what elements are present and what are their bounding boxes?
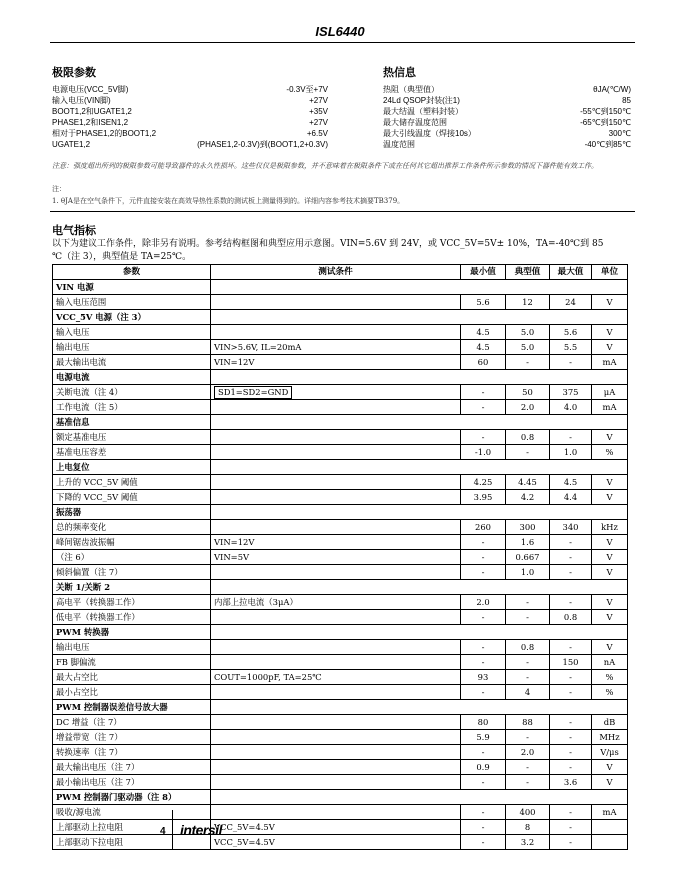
unit-cell: kHz bbox=[592, 520, 628, 535]
row-value: -55℃到150℃ bbox=[580, 107, 631, 116]
condition-cell bbox=[211, 775, 461, 790]
section-filler bbox=[211, 370, 628, 385]
condition-cell bbox=[211, 715, 461, 730]
min-cell: 4.25 bbox=[461, 475, 506, 490]
document-title: ISL6440 bbox=[315, 24, 365, 39]
typ-cell: 2.0 bbox=[506, 745, 550, 760]
typ-cell: - bbox=[506, 445, 550, 460]
typ-cell: - bbox=[506, 775, 550, 790]
thermal-title: 热信息 bbox=[383, 66, 416, 79]
unit-cell: mA bbox=[592, 400, 628, 415]
section-filler bbox=[211, 790, 628, 805]
unit-cell: V bbox=[592, 595, 628, 610]
header-rule bbox=[50, 42, 635, 43]
unit-cell: % bbox=[592, 685, 628, 700]
condition-cell bbox=[211, 385, 461, 400]
condition-cell bbox=[211, 520, 461, 535]
col-header-min: 最小值 bbox=[461, 265, 506, 280]
typ-cell: - bbox=[506, 760, 550, 775]
unit-cell: % bbox=[592, 670, 628, 685]
typ-cell: 0.667 bbox=[506, 550, 550, 565]
min-cell: - bbox=[461, 550, 506, 565]
param-cell: 工作电流（注 5） bbox=[53, 400, 211, 415]
typ-cell: 4 bbox=[506, 685, 550, 700]
table-row bbox=[53, 535, 628, 550]
unit-cell: mA bbox=[592, 355, 628, 370]
condition-cell bbox=[211, 655, 461, 670]
unit-cell: V bbox=[592, 610, 628, 625]
abs-max-row bbox=[52, 139, 328, 150]
section-filler bbox=[211, 460, 628, 475]
typ-cell: - bbox=[506, 355, 550, 370]
thermal-row bbox=[383, 139, 631, 150]
unit-cell: mA bbox=[592, 805, 628, 820]
typ-cell: 5.0 bbox=[506, 325, 550, 340]
section-filler bbox=[211, 310, 628, 325]
condition-cell bbox=[211, 610, 461, 625]
table-row bbox=[53, 295, 628, 310]
row-label: 热阻（典型值） bbox=[383, 85, 439, 94]
param-cell: （注 6） bbox=[53, 550, 211, 565]
abs-max-title: 极限参数 bbox=[52, 66, 96, 79]
condition-cell: 内部上拉电流（3μA） bbox=[211, 595, 461, 610]
param-cell: FB 脚偏流 bbox=[53, 655, 211, 670]
section-label: PWM 控制器门驱动器（注 8） bbox=[53, 790, 211, 805]
table-row bbox=[53, 490, 628, 505]
table-row bbox=[53, 775, 628, 790]
table-row bbox=[53, 670, 628, 685]
table-row bbox=[53, 805, 628, 820]
max-cell: - bbox=[550, 430, 592, 445]
min-cell: - bbox=[461, 385, 506, 400]
param-cell: 输入电压范围 bbox=[53, 295, 211, 310]
max-cell: - bbox=[550, 595, 592, 610]
row-label: 24Ld QSOP封装(注1) bbox=[383, 96, 460, 105]
unit-cell: dB bbox=[592, 715, 628, 730]
condition-cell bbox=[211, 805, 461, 820]
table-row bbox=[53, 820, 628, 835]
section-filler bbox=[211, 505, 628, 520]
unit-cell: V bbox=[592, 640, 628, 655]
section-filler bbox=[211, 280, 628, 295]
abs-max-list bbox=[52, 84, 328, 150]
table-row bbox=[53, 745, 628, 760]
condition-cell bbox=[211, 430, 461, 445]
condition-cell bbox=[211, 325, 461, 340]
param-cell: 输出电压 bbox=[53, 340, 211, 355]
max-cell: - bbox=[550, 355, 592, 370]
max-cell: - bbox=[550, 730, 592, 745]
condition-cell: VIN=12V bbox=[211, 535, 461, 550]
max-cell: - bbox=[550, 760, 592, 775]
section-row bbox=[53, 415, 628, 430]
typ-cell: - bbox=[506, 670, 550, 685]
unit-cell: V bbox=[592, 565, 628, 580]
typ-cell: 1.6 bbox=[506, 535, 550, 550]
row-label: 输入电压(VIN脚) bbox=[52, 96, 111, 105]
max-cell: 4.4 bbox=[550, 490, 592, 505]
param-cell: 增益带宽（注 7） bbox=[53, 730, 211, 745]
param-cell: 输入电压 bbox=[53, 325, 211, 340]
section-label: 基准信息 bbox=[53, 415, 211, 430]
min-cell: 80 bbox=[461, 715, 506, 730]
typ-cell: 0.8 bbox=[506, 640, 550, 655]
unit-cell: V bbox=[592, 760, 628, 775]
abs-max-row bbox=[52, 84, 328, 95]
condition-cell bbox=[211, 475, 461, 490]
table-row bbox=[53, 565, 628, 580]
typ-cell: 12 bbox=[506, 295, 550, 310]
param-cell: 转换速率（注 7） bbox=[53, 745, 211, 760]
typ-cell: 5.0 bbox=[506, 340, 550, 355]
table-row bbox=[53, 715, 628, 730]
table-row bbox=[53, 595, 628, 610]
section-row bbox=[53, 790, 628, 805]
unit-cell: MHz bbox=[592, 730, 628, 745]
table-row bbox=[53, 400, 628, 415]
unit-cell: V/μs bbox=[592, 745, 628, 760]
section-label: PWM 控制器误差信号放大器 bbox=[53, 700, 211, 715]
condition-cell: VIN>5.6V, IL=20mA bbox=[211, 340, 461, 355]
max-cell: - bbox=[550, 550, 592, 565]
section-row bbox=[53, 505, 628, 520]
param-cell: 关断电流（注 4） bbox=[53, 385, 211, 400]
max-cell: - bbox=[550, 835, 592, 850]
condition-cell bbox=[211, 445, 461, 460]
typ-cell: 3.2 bbox=[506, 835, 550, 850]
param-cell: 输出电压 bbox=[53, 640, 211, 655]
table-row bbox=[53, 760, 628, 775]
param-cell: 下降的 VCC_5V 阈值 bbox=[53, 490, 211, 505]
thermal-row bbox=[383, 106, 631, 117]
section-label: 关断 1/关断 2 bbox=[53, 580, 211, 595]
unit-cell: V bbox=[592, 490, 628, 505]
param-cell: 最大输出电流 bbox=[53, 355, 211, 370]
typ-cell: 300 bbox=[506, 520, 550, 535]
table-row bbox=[53, 835, 628, 850]
section-filler bbox=[211, 700, 628, 715]
row-value: +27V bbox=[309, 96, 328, 105]
thermal-list bbox=[383, 84, 631, 150]
notes-label: 注： bbox=[52, 185, 66, 193]
row-label: PHASE1,2和ISEN1,2 bbox=[52, 118, 129, 127]
unit-cell: V bbox=[592, 535, 628, 550]
condition-cell: VIN=12V bbox=[211, 355, 461, 370]
min-cell: - bbox=[461, 775, 506, 790]
section-filler bbox=[211, 625, 628, 640]
min-cell: - bbox=[461, 745, 506, 760]
section-row bbox=[53, 280, 628, 295]
section-label: 振荡器 bbox=[53, 505, 211, 520]
row-value: -0.3V至+7V bbox=[286, 85, 328, 94]
condition-cell: VIN=5V bbox=[211, 550, 461, 565]
min-cell: 2.0 bbox=[461, 595, 506, 610]
row-label: 最大储存温度范围 bbox=[383, 118, 447, 127]
table-row bbox=[53, 520, 628, 535]
table-row bbox=[53, 385, 628, 400]
condition-cell bbox=[211, 565, 461, 580]
max-cell: 375 bbox=[550, 385, 592, 400]
max-cell: 150 bbox=[550, 655, 592, 670]
min-cell: - bbox=[461, 535, 506, 550]
footer-divider bbox=[172, 810, 173, 850]
param-cell: 峰间锯齿波振幅 bbox=[53, 535, 211, 550]
section-row bbox=[53, 460, 628, 475]
max-cell: - bbox=[550, 535, 592, 550]
row-label: 相对于PHASE1,2的BOOT1,2 bbox=[52, 129, 157, 138]
param-cell: 最小输出电压（注 7） bbox=[53, 775, 211, 790]
param-cell: 最小占空比 bbox=[53, 685, 211, 700]
min-cell: - bbox=[461, 430, 506, 445]
condition-cell bbox=[211, 730, 461, 745]
row-label: 最大结温（塑料封装） bbox=[383, 107, 463, 116]
typ-cell: 50 bbox=[506, 385, 550, 400]
row-value: -65℃到150℃ bbox=[580, 118, 631, 127]
max-cell: 340 bbox=[550, 520, 592, 535]
unit-cell: V bbox=[592, 775, 628, 790]
max-cell: - bbox=[550, 640, 592, 655]
unit-cell bbox=[592, 835, 628, 850]
section-row bbox=[53, 700, 628, 715]
row-value: 300℃ bbox=[608, 129, 631, 138]
electrical-title: 电气指标 bbox=[52, 224, 96, 237]
section-row bbox=[53, 370, 628, 385]
min-cell: - bbox=[461, 400, 506, 415]
param-cell: DC 增益（注 7） bbox=[53, 715, 211, 730]
intro-line-2: ℃（注 3），典型值是 TA=25℃。 bbox=[52, 252, 192, 262]
section-row bbox=[53, 310, 628, 325]
thermal-row bbox=[383, 128, 631, 139]
unit-cell: V bbox=[592, 475, 628, 490]
table-row bbox=[53, 730, 628, 745]
min-cell: -1.0 bbox=[461, 445, 506, 460]
param-cell: 高电平（转换器工作） bbox=[53, 595, 211, 610]
max-cell: - bbox=[550, 565, 592, 580]
max-cell: - bbox=[550, 745, 592, 760]
unit-cell bbox=[592, 820, 628, 835]
col-header-max: 最大值 bbox=[550, 265, 592, 280]
param-cell: 倾斜偏置（注 7） bbox=[53, 565, 211, 580]
table-row bbox=[53, 430, 628, 445]
max-cell: - bbox=[550, 715, 592, 730]
max-cell: 5.6 bbox=[550, 325, 592, 340]
table-row bbox=[53, 340, 628, 355]
section-filler bbox=[211, 415, 628, 430]
section-filler bbox=[211, 580, 628, 595]
max-cell: - bbox=[550, 820, 592, 835]
unit-cell: μA bbox=[592, 385, 628, 400]
param-cell: 上升的 VCC_5V 阈值 bbox=[53, 475, 211, 490]
unit-cell: V bbox=[592, 550, 628, 565]
row-label: 温度范围 bbox=[383, 140, 415, 149]
row-label: 电源电压(VCC_5V脚) bbox=[52, 85, 129, 94]
min-cell: - bbox=[461, 640, 506, 655]
row-value: +6.5V bbox=[306, 129, 328, 138]
section-label: VIN 电源 bbox=[53, 280, 211, 295]
min-cell: 0.9 bbox=[461, 760, 506, 775]
param-cell: 吸收/源电流 bbox=[53, 805, 211, 820]
typ-cell: 2.0 bbox=[506, 400, 550, 415]
row-value: (PHASE1,2-0.3V)到(BOOT1,2+0.3V) bbox=[197, 140, 328, 149]
max-cell: 0.8 bbox=[550, 610, 592, 625]
max-cell: - bbox=[550, 805, 592, 820]
section-label: 电源电流 bbox=[53, 370, 211, 385]
typ-cell: 0.8 bbox=[506, 430, 550, 445]
table-row bbox=[53, 325, 628, 340]
param-cell: 基准电压容差 bbox=[53, 445, 211, 460]
typ-cell: 88 bbox=[506, 715, 550, 730]
unit-cell: V bbox=[592, 430, 628, 445]
param-cell: 总的频率变化 bbox=[53, 520, 211, 535]
condition-cell: VCC_5V=4.5V bbox=[211, 835, 461, 850]
electrical-spec-table bbox=[52, 264, 628, 850]
col-header-typ: 典型值 bbox=[506, 265, 550, 280]
typ-cell: - bbox=[506, 730, 550, 745]
row-label: UGATE1,2 bbox=[52, 140, 91, 149]
min-cell: 5.9 bbox=[461, 730, 506, 745]
section-label: 上电复位 bbox=[53, 460, 211, 475]
typ-cell: 8 bbox=[506, 820, 550, 835]
condition-cell bbox=[211, 295, 461, 310]
page-number: 4 bbox=[160, 826, 166, 837]
param-cell: 上部驱动上拉电阻 bbox=[53, 820, 211, 835]
typ-cell: 1.0 bbox=[506, 565, 550, 580]
table-row bbox=[53, 610, 628, 625]
note-1: 1. θJA是在空气条件下，元件直接安装在高效导热性系数的测试板上测量得到的。详细内容参考技术摘要TB379。 bbox=[52, 197, 405, 205]
condition-cell bbox=[211, 640, 461, 655]
max-cell: 24 bbox=[550, 295, 592, 310]
row-value: θJA(℃/W) bbox=[593, 85, 631, 94]
table-row bbox=[53, 655, 628, 670]
max-cell: 4.0 bbox=[550, 400, 592, 415]
table-row bbox=[53, 475, 628, 490]
min-cell: 4.5 bbox=[461, 325, 506, 340]
thermal-row bbox=[383, 84, 631, 95]
unit-cell: V bbox=[592, 340, 628, 355]
condition-cell: VCC_5V=4.5V bbox=[211, 820, 461, 835]
col-header-unit: 单位 bbox=[592, 265, 628, 280]
min-cell: 4.5 bbox=[461, 340, 506, 355]
notes-rule bbox=[50, 211, 635, 212]
typ-cell: - bbox=[506, 595, 550, 610]
min-cell: - bbox=[461, 685, 506, 700]
max-cell: 1.0 bbox=[550, 445, 592, 460]
table-row bbox=[53, 355, 628, 370]
caution-note: 注意：强度超出所列的极限参数可能导致器件的永久性损坏。这些仅仅是极限参数，并不意味着在极限条件下或在任何其它超出推荐工作条件所示参数的情况下器件能有效工作。 bbox=[52, 162, 598, 170]
param-cell: 低电平（转换器工作） bbox=[53, 610, 211, 625]
max-cell: 4.5 bbox=[550, 475, 592, 490]
min-cell: - bbox=[461, 835, 506, 850]
abs-max-row bbox=[52, 117, 328, 128]
row-value: -40℃到85℃ bbox=[584, 140, 631, 149]
shutdown-condition: SD1=SD2=GND bbox=[214, 386, 292, 399]
min-cell: 260 bbox=[461, 520, 506, 535]
min-cell: - bbox=[461, 820, 506, 835]
section-row bbox=[53, 580, 628, 595]
condition-cell bbox=[211, 685, 461, 700]
unit-cell: V bbox=[592, 295, 628, 310]
row-value: 85 bbox=[622, 96, 631, 105]
max-cell: - bbox=[550, 685, 592, 700]
max-cell: - bbox=[550, 670, 592, 685]
abs-max-row bbox=[52, 95, 328, 106]
condition-cell bbox=[211, 760, 461, 775]
row-label: BOOT1,2和UGATE1,2 bbox=[52, 107, 132, 116]
condition-cell bbox=[211, 490, 461, 505]
min-cell: - bbox=[461, 565, 506, 580]
typ-cell: - bbox=[506, 655, 550, 670]
thermal-row bbox=[383, 95, 631, 106]
max-cell: 5.5 bbox=[550, 340, 592, 355]
param-cell: 最大占空比 bbox=[53, 670, 211, 685]
abs-max-row bbox=[52, 106, 328, 117]
intro-line-1: 以下为建议工作条件，除非另有说明。参考结构框图和典型应用示意图。VIN=5.6V 到 24V，或 VCC_5V=5V± 10%，TA=-40℃到 85 bbox=[52, 239, 604, 249]
section-row bbox=[53, 625, 628, 640]
min-cell: - bbox=[461, 655, 506, 670]
row-label: 最大引线温度（焊接10s） bbox=[383, 129, 476, 138]
min-cell: - bbox=[461, 610, 506, 625]
param-cell: 上部驱动下拉电阻 bbox=[53, 835, 211, 850]
table-row bbox=[53, 640, 628, 655]
table-row bbox=[53, 685, 628, 700]
row-value: +27V bbox=[309, 118, 328, 127]
condition-cell: COUT=1000pF, TA=25℃ bbox=[211, 670, 461, 685]
min-cell: 3.95 bbox=[461, 490, 506, 505]
unit-cell: nA bbox=[592, 655, 628, 670]
condition-cell bbox=[211, 745, 461, 760]
unit-cell: V bbox=[592, 325, 628, 340]
col-header-conditions: 测试条件 bbox=[211, 265, 461, 280]
param-cell: 最大输出电压（注 7） bbox=[53, 760, 211, 775]
row-value: +35V bbox=[309, 107, 328, 116]
col-header-parameter: 参数 bbox=[53, 265, 211, 280]
typ-cell: 400 bbox=[506, 805, 550, 820]
section-label: VCC_5V 电源（注 3） bbox=[53, 310, 211, 325]
table-header-row bbox=[53, 265, 628, 280]
table-row bbox=[53, 445, 628, 460]
min-cell: - bbox=[461, 805, 506, 820]
intersil-logo: intersil bbox=[180, 822, 222, 838]
thermal-row bbox=[383, 117, 631, 128]
electrical-intro bbox=[52, 238, 637, 264]
param-cell: 额定基准电压 bbox=[53, 430, 211, 445]
min-cell: 5.6 bbox=[461, 295, 506, 310]
abs-max-row bbox=[52, 128, 328, 139]
typ-cell: - bbox=[506, 610, 550, 625]
table-row bbox=[53, 550, 628, 565]
unit-cell: % bbox=[592, 445, 628, 460]
max-cell: 3.6 bbox=[550, 775, 592, 790]
typ-cell: 4.45 bbox=[506, 475, 550, 490]
min-cell: 60 bbox=[461, 355, 506, 370]
section-label: PWM 转换器 bbox=[53, 625, 211, 640]
min-cell: 93 bbox=[461, 670, 506, 685]
condition-cell bbox=[211, 400, 461, 415]
typ-cell: 4.2 bbox=[506, 490, 550, 505]
